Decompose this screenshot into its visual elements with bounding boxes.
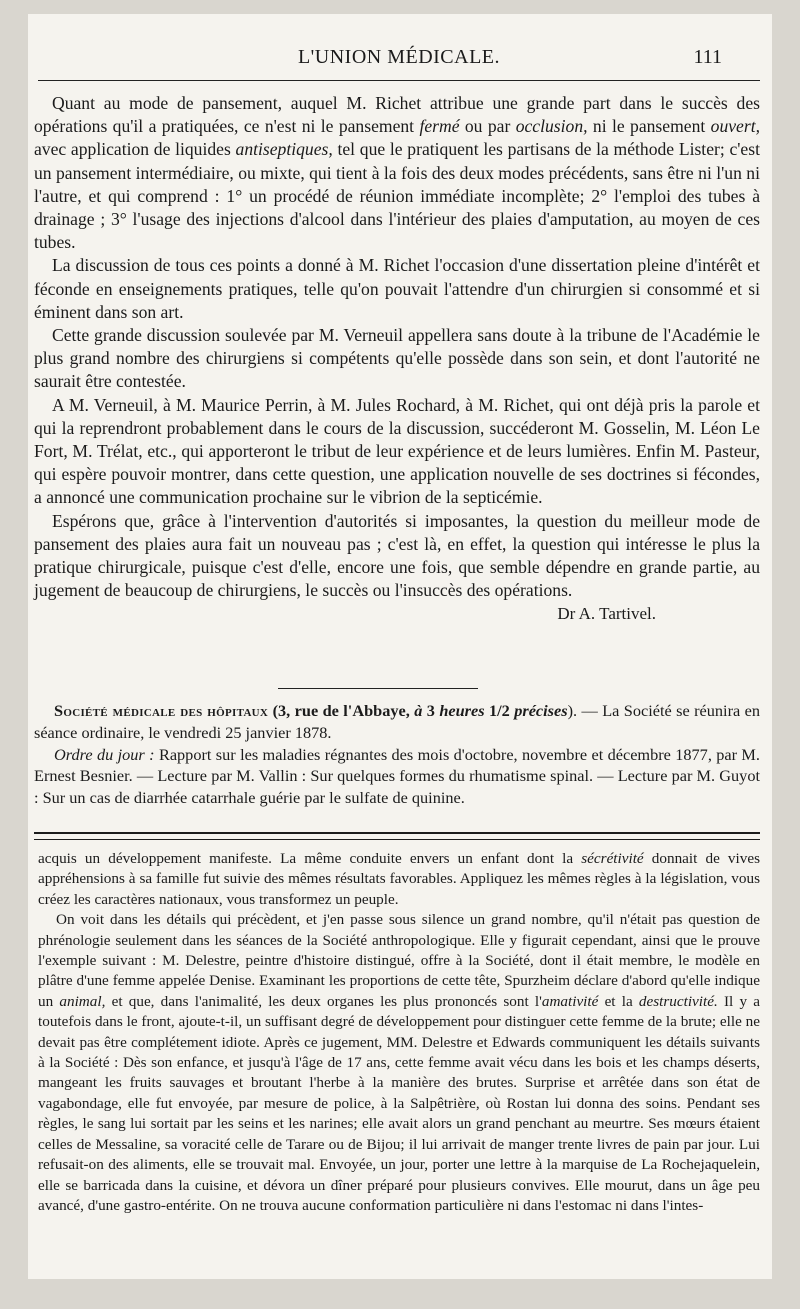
society-name: Société médicale des hôpitaux [54, 701, 269, 720]
text-run: ou par [459, 116, 516, 137]
italic-term: animal, [59, 992, 106, 1010]
text-run: On voit dans les détails qui précèdent, et j'en passe sous silence un grand nombre, qu'il n'était pas question de phrénologie seulement dans les séances de la Société anthropologique. Elle y figurait cependant, ainsi que le prouve l'exemple suivant : M. Delestre, peintre d'histoire distingué, offre à la Société, dont il était membre, le modèle en plâtre d'une femme appelée Denise. Examinant les proportions de cette tête, Spurzheim déclare d'abord qu'elle indique un [38, 911, 760, 1010]
notice-announcement [34, 700, 760, 744]
text-run: donnait de vives appréhensions à sa famille fut suivie des mêmes résultats favorables. Appliquez les mêmes règles à la législation, vous créez les caractères nationaux, vous transformez un peuple. [38, 850, 760, 908]
feuilleton-body [38, 849, 760, 1216]
feuilleton-divider-thin [34, 839, 760, 840]
short-divider [278, 688, 478, 689]
text-run: et que, dans l'animalité, les deux organes les plus prononcés sont l' [105, 992, 542, 1010]
text-run: ). — La Société se réunira en séance ordinaire, le vendredi 25 janvier 1878. [34, 701, 761, 742]
paragraph-discussion: La discussion de tous ces points a donné à M. Richet l'occasion d'une dissertation pleine d'intérêt et féconde en enseignements pratiques, telle qu'on pouvait l'attendre d'un chirurgien si consommé et si éminent dans son art. [34, 255, 760, 322]
page-header [38, 44, 760, 81]
journal-page [28, 14, 772, 1279]
italic-term: à [414, 701, 423, 720]
text-run: avec application de liquides [34, 139, 236, 160]
paragraph-chirurgiens: A M. Verneuil, à M. Maurice Perrin, à M. Jules Rochard, à M. Richet, qui ont déjà pris la parole et qui la reprendront probablement dans le cours de la discussion, succéderont M. Gosselin, M. Léon Le Fort, M. Trélat, etc., qui apporteront le tribut de leur expérience et de leurs lumières. Enfin M. Pasteur, qui espère pouvoir montrer, dans cette question, une application nouvelle de ses doctrines si fécondes, a annoncé une communication prochaine sur le vibrion de la septicémie. [34, 394, 760, 508]
feuilleton-paragraph-1 [38, 849, 760, 910]
italic-term: sécrétivité [581, 850, 644, 867]
feuilleton-divider-thick [34, 832, 760, 834]
italic-term: antiseptiques, [235, 139, 333, 160]
text-run: et la [598, 992, 639, 1010]
page-number: 111 [693, 46, 722, 68]
author-signature: Dr A. Tartivel. [557, 604, 656, 624]
text-run: Il y a toutefois dans le front, ajoute-t-il, un suffisant degré de développement pour distinguer cette femme de la brute; elle ne devait pas être complétement idiote. Après ce jugement, MM. Delestre et Edwards communiquent les détails suivants à la Société : Dès son enfance, et jusqu'à l'âge de 17 ans, cette femme avait vécu dans les bois et les champs déserts, mangeant les fruits sauvages et broutant l'herbe à la manière des brutes. Surprise et arrêtée dans son état de vagabondage, elle fut envoyée, par mesure de police, à la Salpêtrière, où Rostan lui donna des soins. Pendant ses règles, le sang lui sortait par les seins et les narines; elle avait alors un grand penchant au meurtre. Ses mœurs étaient celles de Messaline, sa voracité celle de Tarare ou de Bijou; il lui arrivait de manger trente livres de pain par jour. Lui refusait-on des aliments, elle se trouvait mal. Envoyée, un jour, porter une lettre à la marquise de La Rochejaquelein, elle se barricada dans la cuisine, et dévora un dîner préparé pour plusieurs convives. Elle mourut, dans un âge peu avancé, d'une gastro-entérite. On ne trouva aucune conformation particulière ni dans l'estomac ni dans l'intes- [38, 992, 760, 1214]
feuilleton-paragraph-2 [38, 910, 760, 1216]
italic-term: occlusion, [515, 116, 588, 137]
running-title: L'UNION MÉDICALE. [297, 46, 501, 68]
text-run: (3, rue de l'Abbaye, [268, 701, 415, 720]
text-run: 3 [422, 701, 440, 720]
society-notice [34, 700, 760, 809]
paragraph-esperons: Espérons que, grâce à l'intervention d'autorités si imposantes, la question du meilleur mode de pansement des plaies aura fait un nouveau pas ; c'est là, en effet, la question qui intéresse le plus la pratique chirurgicale, puisque c'est d'elle, encore une fois, que semble dépendre en grande partie, au jugement de beaucoup de chirurgiens, le succès ou l'insuccès des opérations. [34, 510, 760, 601]
italic-term: amativité [541, 992, 599, 1010]
agenda-text: Rapport sur les maladies régnantes des mois d'octobre, novembre et décembre 1877, par M. Ernest Besnier. — Lecture par M. Vallin : Sur quelques formes du rhumatisme spinal. — Lecture par M. Guyot : Sur un cas de diarrhée catarrhale guérie par le sulfate de quinine. [34, 744, 760, 808]
text-run: acquis un développement manifeste. La même conduite envers un enfant dont la [38, 850, 582, 867]
article-body [34, 92, 760, 625]
paragraph-pansement [34, 92, 760, 254]
italic-term: fermé [419, 116, 460, 137]
text-run: tel que le pratiquent les partisans de la méthode Lister; c'est un pansement intermédiaire, ou mixte, qui tient à la fois des deux modes précédents, sans être ni l'un ni l'autre, et qui comprend : 1° un procédé de réunion immédiate incomplète; 2° l'emploi des tubes à drainage ; 3° l'usage des injections d'alcool dans l'intérieur des plaies d'amputation, au moyen de ces tubes. [34, 139, 760, 253]
text-run: Quant au mode de pansement, auquel M. Richet attribue une grande part dans le succès des opérations qu'il a pratiquées, ce n'est ni le pansement [34, 93, 760, 137]
italic-term: heures [439, 701, 485, 720]
text-run: 1/2 [484, 701, 515, 720]
italic-term: ouvert, [710, 116, 761, 137]
agenda-label: Ordre du jour : [54, 744, 155, 764]
italic-term: précises [514, 701, 568, 720]
notice-agenda [34, 744, 760, 809]
text-run: ni le pansement [587, 116, 711, 137]
paragraph-verneuil: Cette grande discussion soulevée par M. Verneuil appellera sans doute à la tribune de l'Académie le plus grand nombre des chirurgiens si compétents qu'elle possède dans son sein, et dont l'autorité ne saurait être contestée. [34, 325, 760, 392]
italic-term: destructivité. [638, 992, 718, 1010]
